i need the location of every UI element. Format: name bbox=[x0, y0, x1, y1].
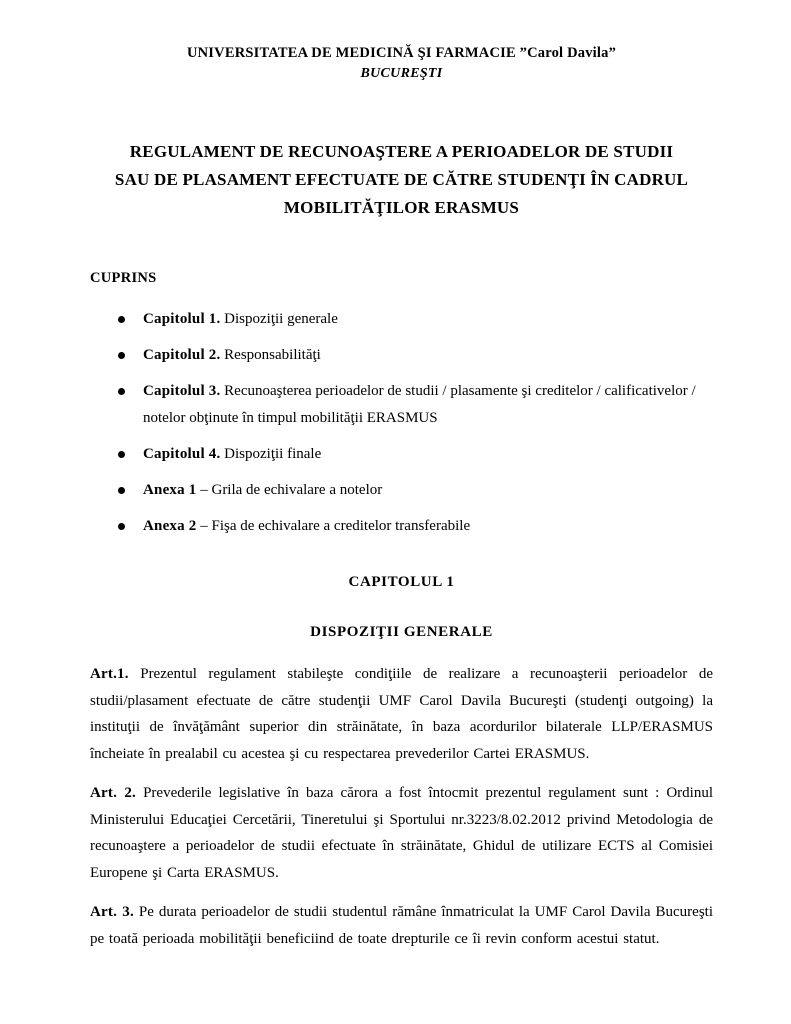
toc-item-rest: Dispoziţii finale bbox=[220, 446, 322, 462]
chapter-heading: CAPITOLUL 1 bbox=[348, 574, 455, 590]
toc-item-capitolul-3 bbox=[90, 378, 713, 432]
article-3-text: Pe durata perioadelor de studii studentul rămâne înmatriculat la UMF Carol Davila Bucureşti pe toată perioada mobilităţii beneficiind de toate drepturile ce îi revin conform acestui statut. bbox=[90, 904, 714, 947]
document-title-line-2: SAU DE PLASAMENT EFECTUATE DE CĂTRE STUDENŢI ÎN CADRUL bbox=[114, 170, 689, 189]
toc-item-rest: Recunoaşterea perioadelor de studii / plasamente şi creditelor / calificativelor / notelor obţinute în timpul mobilităţii ERASMUS bbox=[143, 383, 696, 426]
article-1-text: Prezentul regulament stabileşte condiţiile de realizare a recunoaşterii perioadelor de studii/plasament efectuate de către studenţii UMF Carol Davila Bucureşti (studenţi outgoing) la instituţii de învăţământ superior din străinătate, în baza acordurilor bilaterale LLP/ERASMUS încheiate în prealabil cu acestea şi cu respectarea prevederilor Cartei ERASMUS. bbox=[90, 666, 713, 762]
toc-item-rest: Responsabilităţi bbox=[220, 347, 321, 363]
toc-item-text bbox=[143, 441, 321, 468]
toc-item-text bbox=[143, 342, 321, 369]
toc-item-rest: – Fişa de echivalare a creditelor transferabile bbox=[196, 518, 471, 534]
toc-item-text bbox=[143, 477, 382, 504]
bullet-icon bbox=[118, 388, 125, 395]
article-2-lead: Art. 2. bbox=[90, 785, 136, 801]
toc-item-anexa-2 bbox=[90, 513, 713, 540]
university-city: BUCUREŞTI bbox=[360, 66, 443, 81]
university-name: UNIVERSITATEA DE MEDICINĂ ŞI FARMACIE ”Carol Davila” bbox=[186, 45, 617, 61]
bullet-icon bbox=[118, 316, 125, 323]
articles-section bbox=[90, 661, 713, 952]
toc-item-lead: Capitolul 3. bbox=[143, 383, 221, 399]
toc-item-anexa-1 bbox=[90, 477, 713, 504]
toc-item-lead: Capitolul 1. bbox=[143, 311, 221, 327]
article-2-paragraph bbox=[90, 780, 713, 886]
bullet-icon bbox=[118, 352, 125, 359]
toc-item-capitolul-2 bbox=[90, 342, 713, 369]
document-title bbox=[90, 138, 713, 222]
bullet-icon bbox=[118, 523, 125, 530]
toc-item-lead: Capitolul 4. bbox=[143, 446, 221, 462]
bullet-icon bbox=[118, 451, 125, 458]
toc-item-rest: Dispoziţii generale bbox=[220, 311, 338, 327]
article-1-paragraph bbox=[90, 661, 713, 767]
toc-item-lead: Anexa 1 bbox=[143, 482, 197, 498]
article-1-lead: Art.1. bbox=[90, 666, 129, 682]
toc-list bbox=[90, 306, 713, 540]
document-title-line-3: MOBILITĂŢILOR ERASMUS bbox=[283, 198, 520, 217]
toc-item-text bbox=[143, 513, 470, 540]
toc-item-capitolul-4 bbox=[90, 441, 713, 468]
toc-item-lead: Anexa 2 bbox=[143, 518, 197, 534]
article-3-lead: Art. 3. bbox=[90, 904, 134, 920]
document-title-line-1: REGULAMENT DE RECUNOAŞTERE A PERIOADELOR DE STUDII bbox=[129, 142, 674, 161]
toc-item-text bbox=[143, 306, 338, 333]
article-3-paragraph bbox=[90, 899, 713, 952]
toc-item-text bbox=[143, 378, 713, 432]
toc-item-rest: – Grila de echivalare a notelor bbox=[196, 482, 383, 498]
chapter-subheading: DISPOZIŢII GENERALE bbox=[310, 624, 493, 640]
article-2-text: Prevederile legislative în baza cărora a fost întocmit prezentul regulament sunt : Ordinul Ministerului Educaţiei Cercetării, Tineretului şi Sportului nr.3223/8.02.2012 privind Metodologia de recunoaştere a perioadelor de studii efectuate în străinătate, Ghidul de utilizare ECTS al Comisiei Europene şi Carta ERASMUS. bbox=[90, 785, 714, 881]
letterhead bbox=[90, 42, 713, 84]
toc-item-lead: Capitolul 2. bbox=[143, 347, 221, 363]
toc-heading: CUPRINS bbox=[90, 270, 157, 286]
toc-item-capitolul-1 bbox=[90, 306, 713, 333]
bullet-icon bbox=[118, 487, 125, 494]
